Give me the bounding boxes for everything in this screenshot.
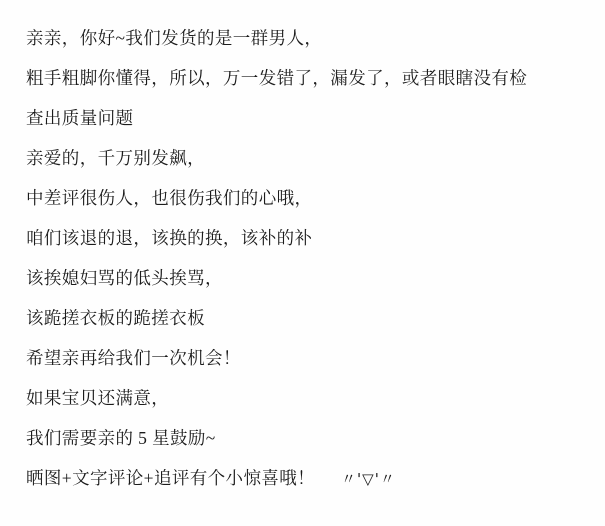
text-line-with-emoticon [26,458,581,499]
text-line: 我们需要亲的 5 星鼓励~ [26,428,216,448]
text-line: 查出质量问题 [26,108,134,128]
text-line: 希望亲再给我们一次机会！ [26,348,241,368]
text-line: 中差评很伤人，也很伤我们的心哦， [26,188,313,208]
text-line: 咱们该退的退，该换的换，该补的补 [26,228,313,248]
text-line: 该挨媳妇骂的低头挨骂， [26,268,223,288]
kaomoji-emoticon: 〃'▽'〃 [341,470,396,488]
text-line: 亲爱的，千万别发飙， [26,148,205,168]
text-line: 如果宝贝还满意， [26,388,170,408]
text-line: 粗手粗脚你懂得，所以，万一发错了，漏发了，或者眼瞎没有检 [26,68,528,88]
text-line: 亲亲，你好~我们发货的是一群男人， [26,28,323,48]
text-line: 该跪搓衣板的跪搓衣板 [26,308,205,328]
text-line: 晒图+文字评论+追评有个小惊喜哦！ [26,468,316,488]
